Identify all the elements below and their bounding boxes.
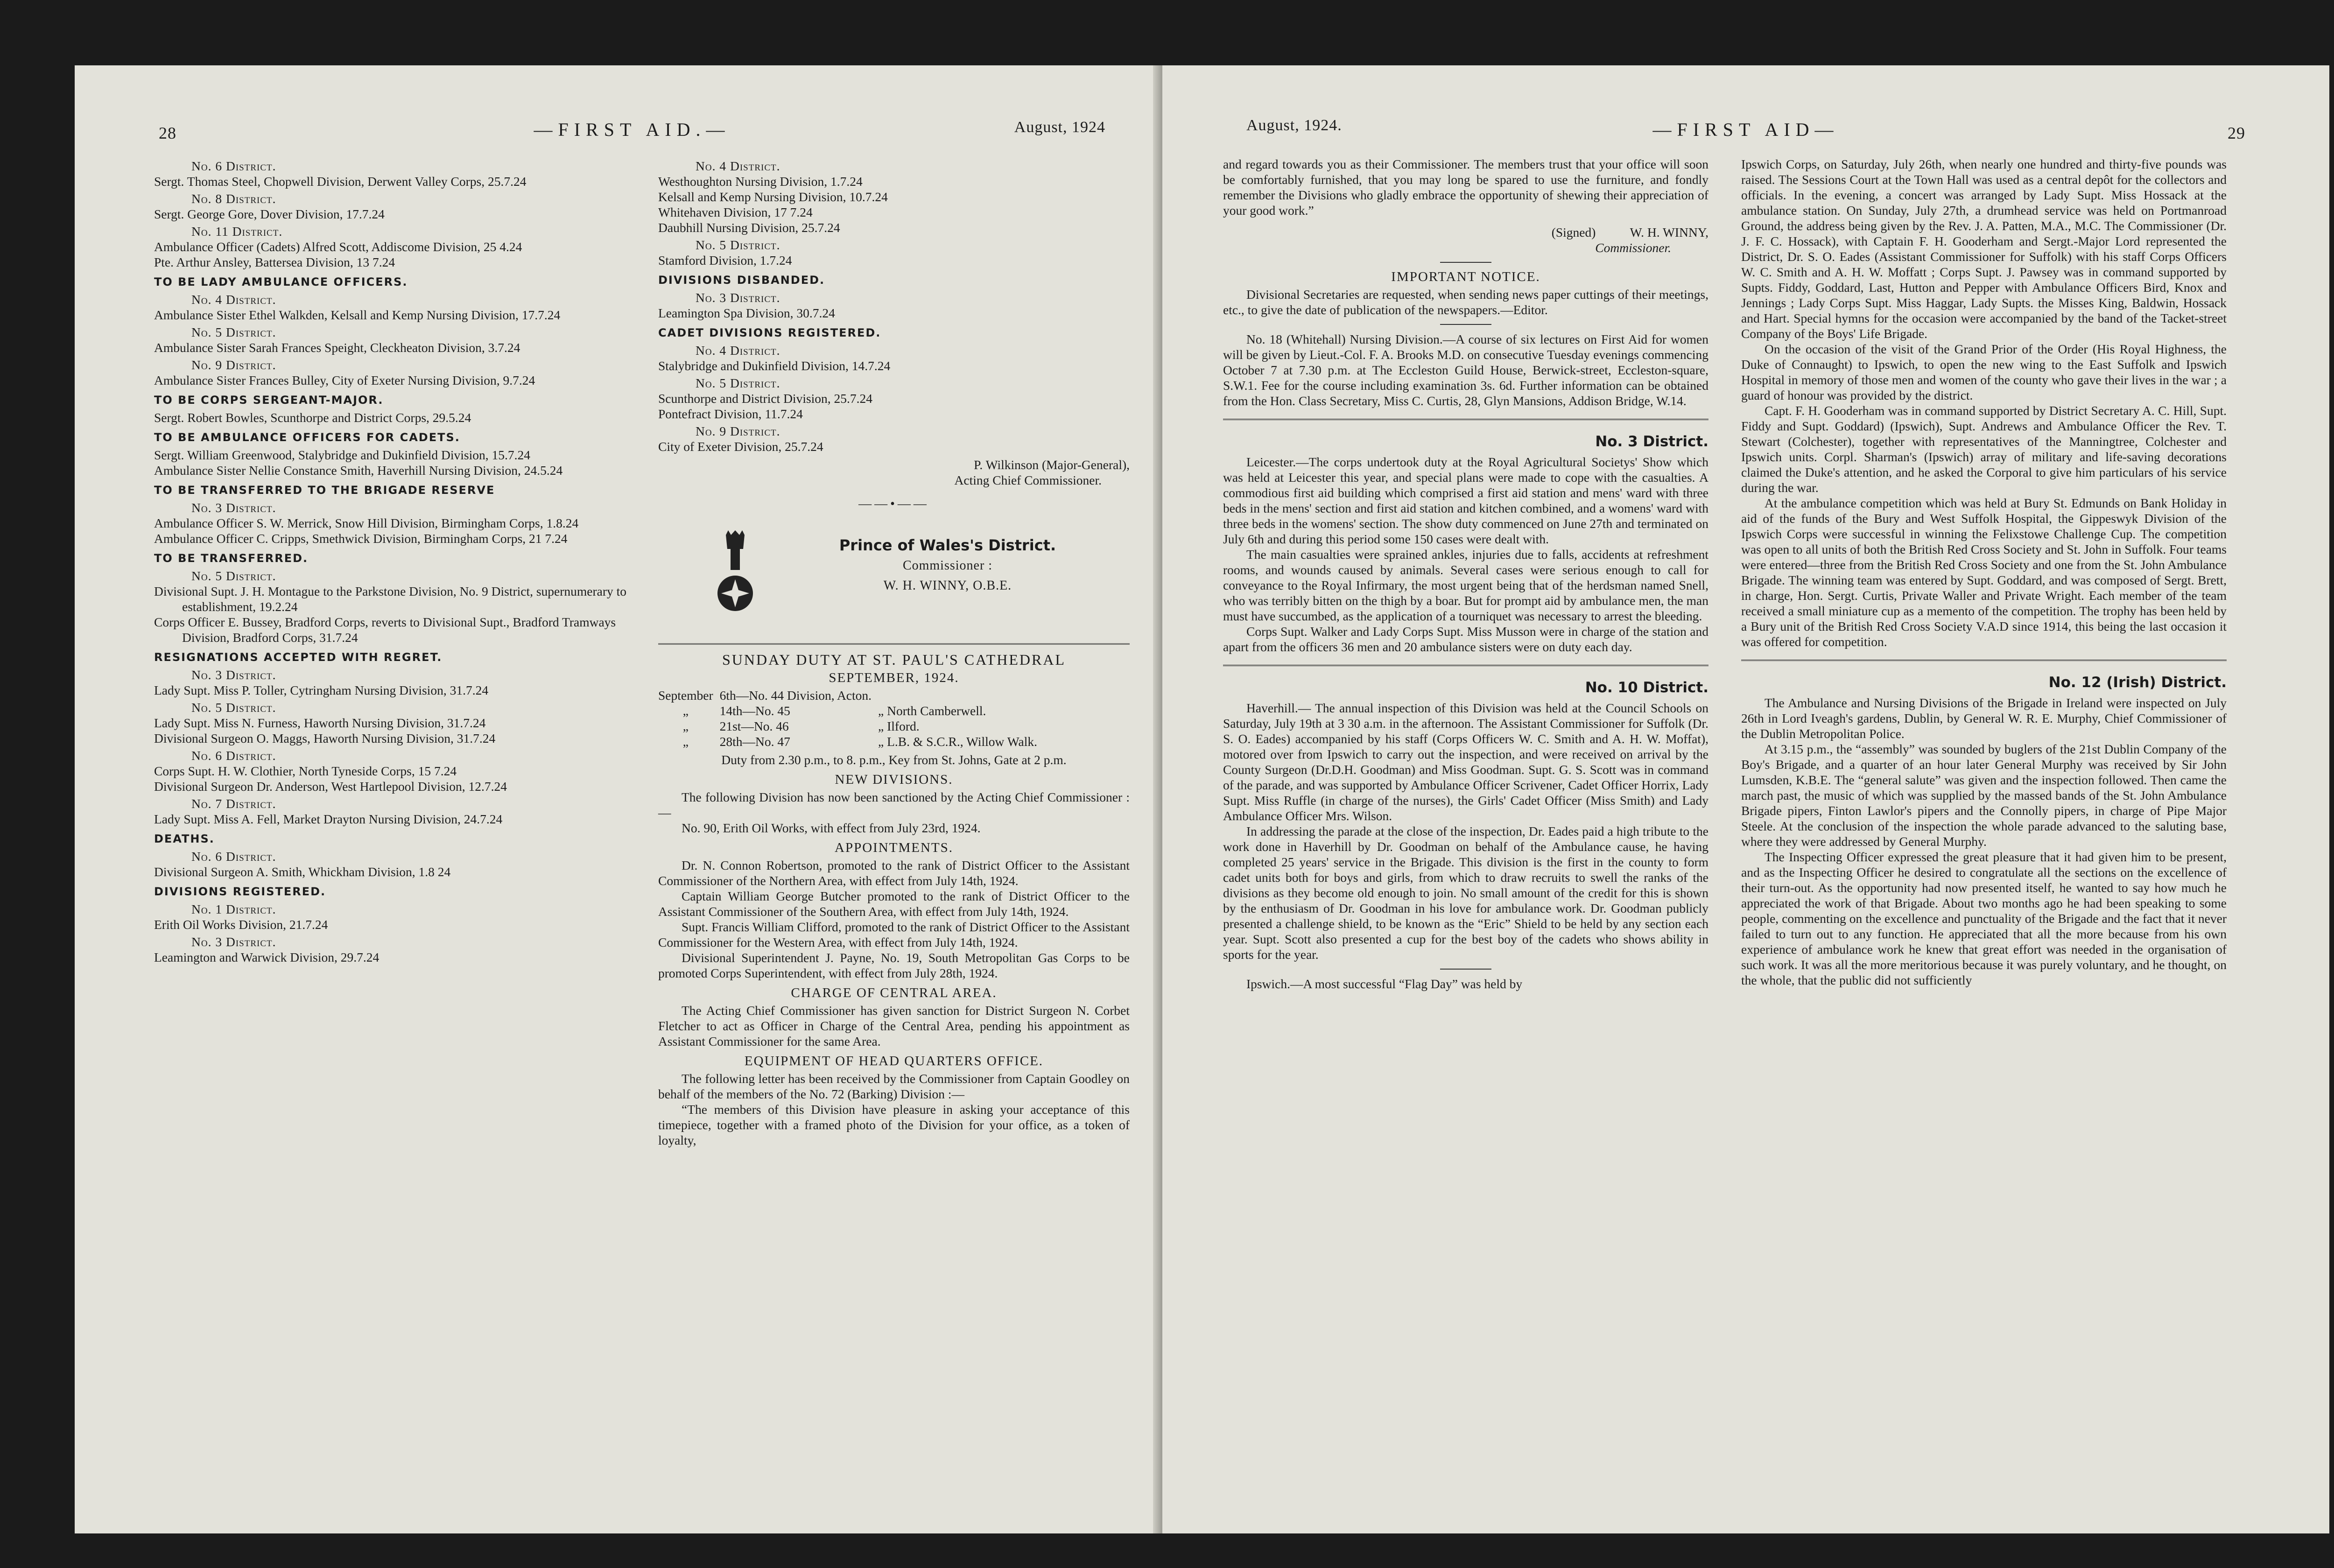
double-rule: [658, 643, 1130, 647]
section-heading: TO BE CORPS SERGEANT-MAJOR.: [154, 394, 384, 407]
section-heading: DEATHS.: [154, 832, 215, 845]
issue-date: August, 1924: [1014, 119, 1105, 136]
gazette-entry: Lady Supt. Miss A. Fell, Market Drayton Nursing Division, 24.7.24: [154, 812, 503, 826]
gazette-entry: Lady Supt. Miss P. Toller, Cytringham Nursing Division, 31.7.24: [154, 683, 489, 697]
district-10-body: [1223, 700, 1708, 962]
gazette-entry: Corps Supt. H. W. Clothier, North Tyneside Corps, 15 7.24: [154, 764, 457, 778]
paragraph: The following letter has been received by the Commissioner from Captain Goodley on behalf of the members of the No. 72 (Barking) Division :—: [658, 1071, 1130, 1101]
duty-cell: [878, 688, 1044, 703]
district-subheading: No. 5 District.: [696, 238, 780, 252]
gazette-entry: Sergt. William Greenwood, Stalybridge and Dukinfield Division, 15.7.24: [154, 448, 530, 462]
district-subheading: No. 6 District.: [191, 748, 276, 763]
signed-role: Commissioner.: [1595, 240, 1671, 255]
district-subheading: No. 11 District.: [191, 224, 283, 239]
section-heading: DIVISIONS DISBANDED.: [658, 274, 825, 287]
right-column-2: [1741, 156, 2227, 988]
letter-continuation: and regard towards you as their Commissioner. The members trust that your office will soon be comfortably furnished, that you may long be spared to use the furniture, and fondly remember the Divisions who gladly embrace the opportunity of shewing their appreciation of your good work.”: [1223, 157, 1708, 218]
paragraph: The following Division has now been sanctioned by the Acting Chief Commissioner :—: [658, 790, 1130, 820]
gazette-entry: City of Exeter Division, 25.7.24: [658, 439, 823, 454]
left-column-2: [658, 156, 1130, 1148]
short-rule: [1440, 324, 1491, 325]
section-heading: CADET DIVISIONS REGISTERED.: [658, 326, 881, 339]
duty-cell: „: [682, 734, 689, 749]
gazette-entry: Sergt. George Gore, Dover Division, 17.7.24: [154, 207, 385, 221]
district-12-heading: No. 12 (Irish) District.: [2048, 674, 2227, 691]
gazette-entry: Ambulance Sister Nellie Constance Smith, Haverhill Nursing Division, 24.5.24: [154, 463, 563, 478]
district-subheading: No. 3 District.: [191, 500, 276, 515]
gazette-list-continued: [658, 158, 1130, 454]
sunday-duty-heading: SUNDAY DUTY AT ST. PAUL'S CATHEDRAL: [722, 651, 1066, 668]
duty-cell: 21st—No. 46: [719, 719, 789, 733]
double-rule: [1223, 419, 1708, 422]
paragraph: The main casualties were sprained ankles, injuries due to falls, accidents at refreshment rooms, and wounds caused by animals. Several cases were serious enough to call for conveyance to the Royal Infirmary, the most urgent being that of the herdsman named Snell, who was terribly bitten on the thigh by a boar. But for prompt aid by ambulance men, the man must have succumbed, as the application of a tourniquet was necessary to arrest the bleeding.: [1223, 547, 1708, 623]
duty-cell: „ L.B. & S.C.R., Willow Walk.: [878, 734, 1037, 749]
paragraph: Leicester.—The corps undertook duty at the Royal Agricultural Societys' Show which was held at Leicester this year, and special plans were made to cope with the casualties. A commodious first aid building which comprised a first aid station and mens' ward with three beds in the mens' section and first aid station and kitchen combined, and a womens' ward with three beds in the womens' section. The show duty commenced on June 27th and terminated on July 6th and during this period some 150 cases were dealt with.: [1223, 455, 1708, 546]
district-subheading: No. 5 District.: [191, 569, 276, 583]
gazette-entry: Leamington and Warwick Division, 29.7.24: [154, 950, 380, 964]
district-12-body: [1741, 695, 2227, 988]
central-area-body: [658, 1003, 1130, 1049]
district-subheading: No. 4 District.: [696, 159, 780, 173]
double-rule: [1741, 660, 2227, 663]
paragraph: “The members of this Division have pleasure in asking your acceptance of this timepiece, together with a framed photo of the Division for your office, as a token of loyalty,: [658, 1102, 1130, 1147]
whitehall-notice: No. 18 (Whitehall) Nursing Division.—A course of six lectures on First Aid for women will be given by Lieut.-Col. F. A. Brooks M.D. on consecutive Tuesday evenings commencing October 7 at 7.30 p.m. at The Eccleston Guild House, Berwick-street, Eccleston-square, S.W.1. Fee for the course including examination 3s. 6d. Further information can be obtained from the Hon. Class Secretary, Miss C. Curtis, 28, Glyn Mansions, Addison Bridge, W.14.: [1223, 332, 1708, 408]
short-rule: [1440, 262, 1491, 263]
paragraph: At the ambulance competition which was held at Bury St. Edmunds on Bank Holiday in aid of the funds of the Bury and West Suffolk Hospital, the Gippeswyk Division of the Ipswich Corps were successful in winning the Felixstowe Challenge Cup. The competition was open to all units of both the British Red Cross Society and St. John in Suffolk. Four teams were entered—three from the British Red Cross Society and one from the St. John Ambulance Brigade. The winning team was entered by Supt. Goddard, and was composed of Sergt. Brett, in charge, Hon. Sergt. Curtis, Private Waller and Private Wright. Each member of the team received a small miniature cup as a memento of the competition. The trophy has been held by a Bury unit of the British Red Cross Society V.A.D since 1914, this being the last occasion it was offered for competition.: [1741, 496, 2227, 649]
paragraph: On the occasion of the visit of the Grand Prior of the Order (His Royal Highness, the Duke of Connaught) to Ipswich, to open the new wing to the East Suffolk and Ipswich Hospital in memory of those men and women of the county who gave their lives in the war ; a guard of honour was provided by the district.: [1741, 342, 2227, 402]
new-divisions-heading: NEW DIVISIONS.: [835, 772, 953, 787]
gazette-entry: Pontefract Division, 11.7.24: [658, 407, 803, 421]
gazette-entry: Divisional Surgeon Dr. Anderson, West Hartlepool Division, 12.7.24: [154, 779, 507, 794]
district-subheading: No. 7 District.: [191, 796, 276, 811]
district-subheading: No. 6 District.: [191, 849, 276, 864]
duty-cell: „: [682, 719, 689, 733]
paragraph: Capt. F. H. Gooderham was in command supported by District Secretary A. C. Hill, Supt. Fiddy and Supt. Goddard) (Ipswich), Supt. Andrews and Ambulance Officer the Rev. T. Stewart (Colchester), together with representatives of the Manningtree, Colchester and Ipswich units. Corpl. Sharman's (Ipswich) array of military and life-saving decorations claimed the Duke's attention, and he asked the Corporal to give him particulars of his service during the war.: [1741, 403, 2227, 495]
gazette-entry: Erith Oil Works Division, 21.7.24: [154, 917, 328, 932]
paragraph: The Ambulance and Nursing Divisions of the Brigade in Ireland were inspected on July 26th in Lord Iveagh's gardens, Dublin, by General W. R. E. Murphy, Chief Commissioner of the Dublin Metropolitan Police.: [1741, 696, 2227, 741]
commissioner-name: W. H. WINNY, O.B.E.: [883, 578, 1012, 593]
duty-cell: 14th—No. 45: [719, 703, 790, 718]
gazette-entry: Ambulance Sister Sarah Frances Speight, Cleckheaton Division, 3.7.24: [154, 340, 520, 355]
paragraph: Dr. N. Connon Robertson, promoted to the rank of District Officer to the Assistant Commissioner of the Northern Area, with effect from July 14th, 1924.: [658, 858, 1130, 888]
section-heading: RESIGNATIONS ACCEPTED WITH REGRET.: [154, 651, 443, 664]
st-john-crest-icon: [714, 530, 756, 614]
gazette-entry: Divisional Surgeon A. Smith, Whickham Division, 1.8 24: [154, 865, 451, 879]
gazette-entry: Sergt. Thomas Steel, Chopwell Division, Derwent Valley Corps, 25.7.24: [154, 174, 527, 189]
page-number: 29: [2228, 124, 2245, 142]
gazette-entry: Scunthorpe and District Division, 25.7.24: [658, 391, 873, 406]
district-subheading: No. 3 District.: [696, 290, 780, 305]
gazette-entry: Kelsall and Kemp Nursing Division, 10.7.24: [658, 190, 888, 204]
gazette-entry: Whitehaven Division, 17 7.24: [658, 205, 813, 219]
signed-label: (Signed): [1551, 225, 1596, 239]
gazette-entry: Divisional Supt. J. H. Montague to the Parkstone Division, No. 9 District, supernumerary to establishment, 19.2.24: [154, 584, 627, 614]
district-subheading: No. 6 District.: [191, 159, 276, 173]
gazette-entry: Corps Officer E. Bussey, Bradford Corps, reverts to Divisional Supt., Bradford Tramways Division, Bradford Corps, 31.7.24: [154, 615, 616, 645]
district-subheading: No. 1 District.: [191, 902, 276, 916]
right-page: [1162, 65, 2329, 1533]
district-title: Prince of Wales's District.: [839, 536, 1056, 554]
paragraph: In addressing the parade at the close of the inspection, Dr. Eades paid a high tribute to the work done in Haverhill by Dr. Goodman on behalf of the Ambulance cause, he having completed 25 years' service in the Brigade. This division is the first in the county to form cadet units both for boys and girls, from which to draw recruits to swell the ranks of the divisions as they become old enough to join. No small amount of the credit for this is shown by the enthusiasm of Dr. Goodman in his love for ambulance work. Dr. Goodman publicly presented a challenge shield, to be known as the “Eric” Shield to be held by any section each year. Supt. Scott also presented a cup for the best boy of the cadets who shows ability in sports for the year.: [1223, 824, 1708, 962]
short-rule: [1440, 969, 1491, 970]
issue-date: August, 1924.: [1246, 117, 1342, 134]
appointments-body: [658, 858, 1130, 981]
duty-cell: September: [658, 688, 713, 703]
duty-row: [658, 688, 1044, 703]
paragraph: The Acting Chief Commissioner has given sanction for District Surgeon N. Corbet Fletcher to act as Officer in Charge of the Central Area, pending his appointment as Assistant Commissioner for the same Area.: [658, 1003, 1130, 1048]
gazette-entry: Sergt. Robert Bowles, Scunthorpe and District Corps, 29.5.24: [154, 410, 471, 425]
gazette-entry: Stalybridge and Dukinfield Division, 14.7.24: [658, 359, 891, 373]
page-number: 28: [159, 124, 176, 142]
duty-note: Duty from 2.30 p.m., to 8. p.m., Key from St. Johns, Gate at 2 p.m.: [721, 752, 1067, 767]
section-heading: TO BE TRANSFERRED TO THE BRIGADE RESERVE: [154, 484, 495, 497]
gazette-entry: Lady Supt. Miss N. Furness, Haworth Nursing Division, 31.7.24: [154, 716, 486, 730]
district-subheading: No. 4 District.: [191, 292, 276, 307]
duty-cell: 6th—No. 44 Division, Acton.: [719, 688, 872, 703]
left-page: [75, 65, 1162, 1533]
ipswich-intro: Ipswich.—A most successful “Flag Day” was held by: [1246, 977, 1523, 991]
district-subheading: No. 9 District.: [696, 424, 780, 438]
right-column-1: [1223, 156, 1708, 991]
ipswich-report: [1741, 156, 2227, 649]
left-column-1: [154, 156, 630, 965]
district-subheading: No. 3 District.: [191, 668, 276, 682]
signed-name: W. H. WINNY,: [1630, 225, 1708, 239]
district-heading-block: [658, 530, 1130, 638]
gazette-entry: Ambulance Officer C. Cripps, Smethwick Division, Birmingham Corps, 21 7.24: [154, 531, 568, 546]
gazette-entry: Westhoughton Nursing Division, 1.7.24: [658, 174, 863, 189]
equipment-body: [658, 1071, 1130, 1148]
district-subheading: No. 8 District.: [191, 191, 276, 206]
district-3-heading: No. 3 District.: [1595, 433, 1708, 450]
journal-title: —FIRST AID—: [1652, 119, 1839, 140]
paragraph: Ipswich Corps, on Saturday, July 26th, when nearly one hundred and thirty-five pounds was raised. The Sessions Court at the Town Hall was used as a central depôt for the collectors and officials. In the evening, a concert was arranged by Lady Supt. Miss Hossack at the ambulance station. On Sunday, July 27th, a drumhead service was held on Portmanroad Ground, the address being given by the Rev. J. A. Patten, M.A., M.C. The Commissioner (Dr. J. F. C. Hossack), with Captain F. H. Gooderham and Sergt.-Major Lord represented the District, Dr. S. O. Eades (Assistant Commissioner for Suffolk) with his staff Corps Officers W. C. Smith and A. H. W. Moffatt ; Corps Supt. J. Pawsey was in command supported by Supts. Fiddy, Goddard, Last, Hutton and Pepper with Ambulance Officers Bird, Knox and Jennings ; Lady Corps Supt. Miss Haggar, Lady Supts. the Misses King, Baldwin, Hossack and Hart. Special hymns for the occasion were accompanied by the band of the Tacket-street Company of the Boys' Life Brigade.: [1741, 157, 2227, 341]
district-subheading: No. 5 District.: [191, 700, 276, 715]
paragraph: Haverhill.— The annual inspection of this Division was held at the Council Schools on Saturday, July 19th at 3 30 a.m. in the afternoon. The Assistant Commissioner for Suffolk (Dr. S. O. Eades) accompanied by his staff (Corps Officers W. C. Smith and A. H. W. Moffat), motored over from Ipswich to carry out the inspection, and were received on arrival by the County Surgeon (Dr.D.H. Goodman) and Miss Goodman. Supt. G. S. Scott was in command of the parade, and was supported by Ambulance Officer Scrivener, Cadet Officer Horrix, Lady Supt. Miss Ruffle (in charge of the nurses), the Girls' Cadet Officer (Miss Smith) and Lady Ambulance Officer Mrs. Wilson.: [1223, 701, 1708, 823]
section-heading: TO BE LADY AMBULANCE OFFICERS.: [154, 275, 408, 288]
district-subheading: No. 5 District.: [696, 376, 780, 390]
commissioner-label: Commissioner :: [902, 558, 993, 573]
central-area-heading: CHARGE OF CENTRAL AREA.: [791, 985, 997, 1000]
notice-heading: IMPORTANT NOTICE.: [1391, 269, 1540, 284]
district-subheading: No. 3 District.: [191, 935, 276, 949]
left-running-header: [159, 112, 1105, 145]
gazette-entry: Ambulance Sister Ethel Walkden, Kelsall and Kemp Nursing Division, 17.7.24: [154, 308, 561, 322]
paragraph: Captain William George Butcher promoted to the rank of District Officer to the Assistant Commissioner of the Southern Area, with effect from July 14th, 1924.: [658, 889, 1130, 919]
district-10-heading: No. 10 District.: [1585, 679, 1708, 696]
paragraph: Supt. Francis William Clifford, promoted to the rank of District Officer to the Assistant Commissioner for the Western Area, with effect from July 14th, 1924.: [658, 920, 1130, 949]
district-subheading: No. 9 District.: [191, 358, 276, 372]
journal-title: —FIRST AID.—: [534, 119, 731, 140]
appointments-heading: APPOINTMENTS.: [835, 840, 953, 855]
section-heading: TO BE AMBULANCE OFFICERS FOR CADETS.: [154, 431, 460, 444]
gazette-entry: Pte. Arthur Ansley, Battersea Division, 13 7.24: [154, 255, 395, 269]
letter-signature: [1223, 225, 1708, 240]
paragraph: The Inspecting Officer expressed the great pleasure that it had given him to be present, and as the Inspecting Officer he desired to congratulate all the sections on the excellence of their turn-out. As the opportunity had now presented itself, he wanted to say how much he appreciated the work of that Brigade. About two months ago he had been speaking to some people, commenting on the excellence and punctuality of the Brigade and the fact that it never failed to turn out to any function. He appreciated that all the more because from his own experience of ambulance work he knew that great effort was needed in the organisation of such work. It was all the more meritorious because it was purely voluntary, and he thought, on the whole, that the public did not sufficiently: [1741, 850, 2227, 987]
gazette-entry: Ambulance Sister Frances Bulley, City of Exeter Nursing Division, 9.7.24: [154, 373, 535, 387]
duty-cell: „ Ilford.: [878, 719, 920, 733]
signature-name: P. Wilkinson (Major-General),: [974, 457, 1130, 472]
district-subheading: No. 5 District.: [191, 325, 276, 339]
paragraph: Corps Supt. Walker and Lady Corps Supt. Miss Musson were in charge of the station and apart from the officers 36 men and 20 ambulance sisters were on duty each day.: [1223, 624, 1708, 654]
section-heading: TO BE TRANSFERRED.: [154, 552, 309, 565]
duty-row: [658, 734, 1044, 749]
paragraph: At 3.15 p.m., the “assembly” was sounded by buglers of the 21st Dublin Company of the Boy's Brigade, and a quarter of an hour later General Murphy was received by Sir John Lumsden, K.B.E. The “general salute” was given and the inspection followed. Then came the march past, the music of which was supplied by the massed bands of the St. John Ambulance Brigade pipers, Finton Lawlor's pipers and the Connolly pipers, in charge of Pipe Major Steele. At the conclusion of the inspection the whole parade advanced to the saluting base, where they were addressed by General Murphy.: [1741, 742, 2227, 849]
duty-row: [658, 718, 1044, 734]
gazette-entry: Ambulance Officer S. W. Merrick, Snow Hill Division, Birmingham Corps, 1.8.24: [154, 516, 579, 530]
district-subheading: No. 4 District.: [696, 343, 780, 358]
equipment-heading: EQUIPMENT OF HEAD QUARTERS OFFICE.: [744, 1054, 1044, 1069]
gazette-entry: Daubhill Nursing Division, 25.7.24: [658, 220, 840, 235]
new-divisions-body: [658, 789, 1130, 836]
right-running-header: [1246, 112, 2245, 145]
duty-row: [658, 703, 1044, 718]
sunday-duty-month: SEPTEMBER, 1924.: [829, 670, 959, 685]
gazette-entry: Divisional Surgeon O. Maggs, Haworth Nursing Division, 31.7.24: [154, 731, 496, 745]
notice-body: Divisional Secretaries are requested, when sending news paper cuttings of their meetings, etc., to give the date of publication of the newspapers.—Editor.: [1223, 287, 1708, 317]
duty-cell: „ North Camberwell.: [878, 703, 986, 718]
double-rule: [1223, 665, 1708, 668]
paragraph: No. 90, Erith Oil Works, with effect from July 23rd, 1924.: [682, 821, 981, 835]
duty-cell: 28th—No. 47: [719, 734, 790, 749]
gazette-entry: Ambulance Officer (Cadets) Alfred Scott, Addiscome Division, 25 4.24: [154, 239, 522, 254]
ornamental-divider: ——•——: [858, 497, 929, 511]
gazette-entry: Stamford Division, 1.7.24: [658, 253, 792, 267]
district-3-body: [1223, 454, 1708, 654]
duty-table: [658, 688, 1044, 749]
duty-cell: „: [682, 703, 689, 718]
paragraph: Divisional Superintendent J. Payne, No. 19, South Metropolitan Gas Corps to be promoted Corps Superintendent, with effect from July 28th, 1924.: [658, 950, 1130, 980]
section-heading: DIVISIONS REGISTERED.: [154, 885, 326, 898]
gazette-entry: Leamington Spa Division, 30.7.24: [658, 306, 835, 320]
signature-title: Acting Chief Commissioner.: [954, 473, 1102, 487]
